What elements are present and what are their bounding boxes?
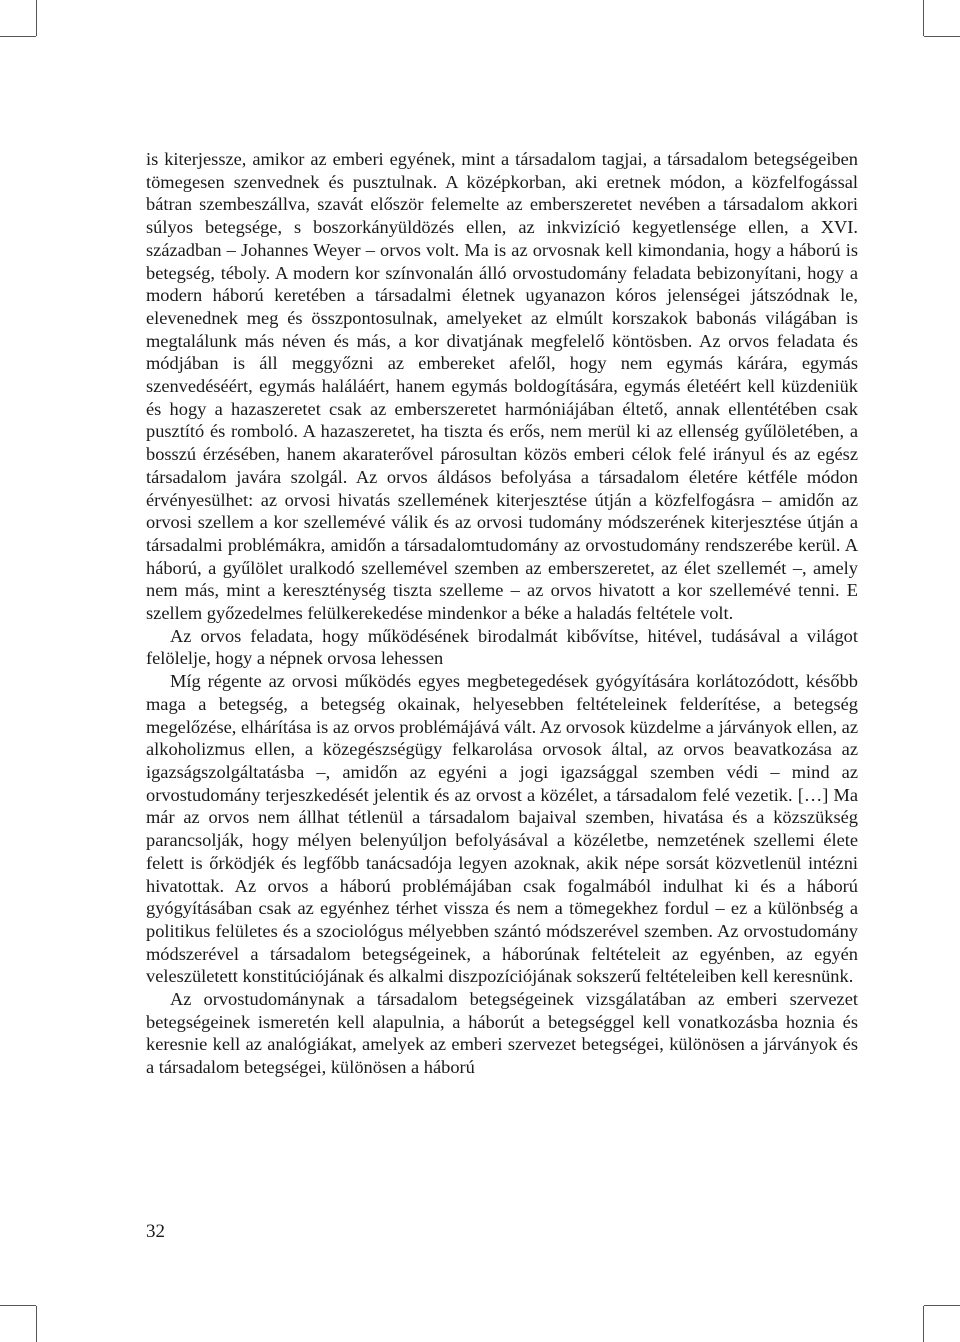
paragraph: Az orvos feladata, hogy működésének birodalmát kibővítse, hitével, tudásával a világot felölelje, hogy a népnek orvosa lehessen — [146, 625, 858, 669]
crop-mark-top-right-h — [924, 36, 960, 37]
paragraph: is kiterjessze, amikor az emberi egyének, mint a társadalom tagjai, a társadalom betegségeiben tömegesen szenvednek és pusztulnak. A középkorban, aki eretnek módon, a közfelfogással bátran szembeszállva, szavát először felemelte az emberszeretet nevében a társadalom akkori súlyos betegsége, s boszorkányüldözés ellen, az inkvizíció kegyetlensége ellen, a XVI. században – Johannes Weyer – orvos volt. Ma is az orvosnak kell kimondania, hogy a háború is betegség, téboly. A modern kor színvonalán álló orvostudomány feladata bebizonyítani, hogy a modern háború keretében a társadalmi életnek ugyanazon kóros jelenségei játszódnak le, elevenednek meg és összpontosulnak, amelyeket az elmúlt korszakok babonás világában is megtalálunk más néven és más, a kor divatjának megfelelő köntösben. Az orvos feladata és módjában is áll meggyőzni az embereket afelől, hogy nem egymás kárára, egymás szenvedéséért, egymás haláláért, hanem egymás boldogítására, egymás életéért kell küzdeniük és hogy a hazaszeretet csak az emberszeretet harmóniájában éltető, annak ellentétében csak pusztító és romboló. A hazaszeretet, ha tiszta és erős, nem merül ki az ellenség gyűlöletében, a bosszú érzésében, hanem akaraterővel párosultan közös emberi célok felé irányul és az egész társadalom javára szolgál. Az orvos áldásos befolyása a társadalom életére kétféle módon érvényesülhet: az orvosi hivatás szellemének kiterjesztése útján a közfelfogásra – amidőn az orvosi szellem a kor szellemévé válik és az orvosi tudomány módszerének kiterjesztése útján a társadalmi problémákra, amidőn a társadalomtudomány az orvostudomány rendszerébe kerül. A háború, a gyűlölet uralkodó szellemével szemben az emberszeretet, az élet szellemét –, amely nem más, mint a kereszténység tiszta szelleme – az orvos hivatott a kor szellemévé tenni. E szellem győzedelmes felülkerekedése mindenkor a béke a haladás feltétele volt. — [146, 149, 858, 624]
crop-mark-top-left-h — [0, 36, 36, 37]
page-number: 32 — [146, 1221, 165, 1242]
crop-mark-bottom-left-h — [0, 1305, 36, 1306]
body-text — [146, 148, 858, 1079]
paragraph: Az orvostudománynak a társadalom betegségeinek vizsgálatában az emberi szervezet betegségeinek ismeretén kell alapulnia, a háborút a betegséggel kell vonatkozásba hoznia és keresnie kell az analógiákat, amelyek az emberi szervezet betegségei, különösen a járványok és a társadalom betegségei, különösen a háború — [146, 989, 858, 1078]
crop-mark-top-left — [36, 0, 37, 36]
paragraph: Míg régente az orvosi működés egyes megbetegedések gyógyítására korlátozódott, később maga a betegség, a betegség okainak, helyesebben feltételeinek felderítése, a betegség megelőzése, elhárítása is az orvos problémájává vált. Az orvosok küzdelme a járványok ellen, az alkoholizmus ellen, a közegészségügy felkarolása orvosok által, az orvos beavatkozása az igazságszolgáltatásba –, amidőn az egyéni a jogi igazsággal szemben védi – mind az orvostudomány terjeszkedését jelentik és az orvost a közélet, a társadalom felé vezetik. […] Ma már az orvos nem állhat tétlenül a társadalom bajaival szemben, hivatása és a közszükség parancsolják, hogy mélyen belenyúljon befolyásával a közéletbe, nemzetének szellemi élete felett is őrködjék és legfőbb tanácsadója legyen azoknak, akik népe sorsát közvetlenül intézni hivatottak. Az orvos a háború problémájában csak fogalmából indulhat ki és a háború gyógyításában csak az egyénhez térhet vissza és nem a tömegekhez fordul – ez a különbség a politikus felületes és a szociológus mélyebben szántó módszerével szemben. Az orvostudomány módszerével a társadalom betegségeinek, a háborúnak feltételeit az egyénben, az egyén veleszületett konstitúciójának és alkalmi diszpozíciójának sokszerű feltételeiben kell keresnünk. — [146, 671, 858, 987]
crop-mark-top-right — [923, 0, 924, 36]
crop-mark-bottom-left — [36, 1306, 37, 1342]
crop-mark-bottom-right — [923, 1306, 924, 1342]
crop-mark-bottom-right-h — [924, 1305, 960, 1306]
